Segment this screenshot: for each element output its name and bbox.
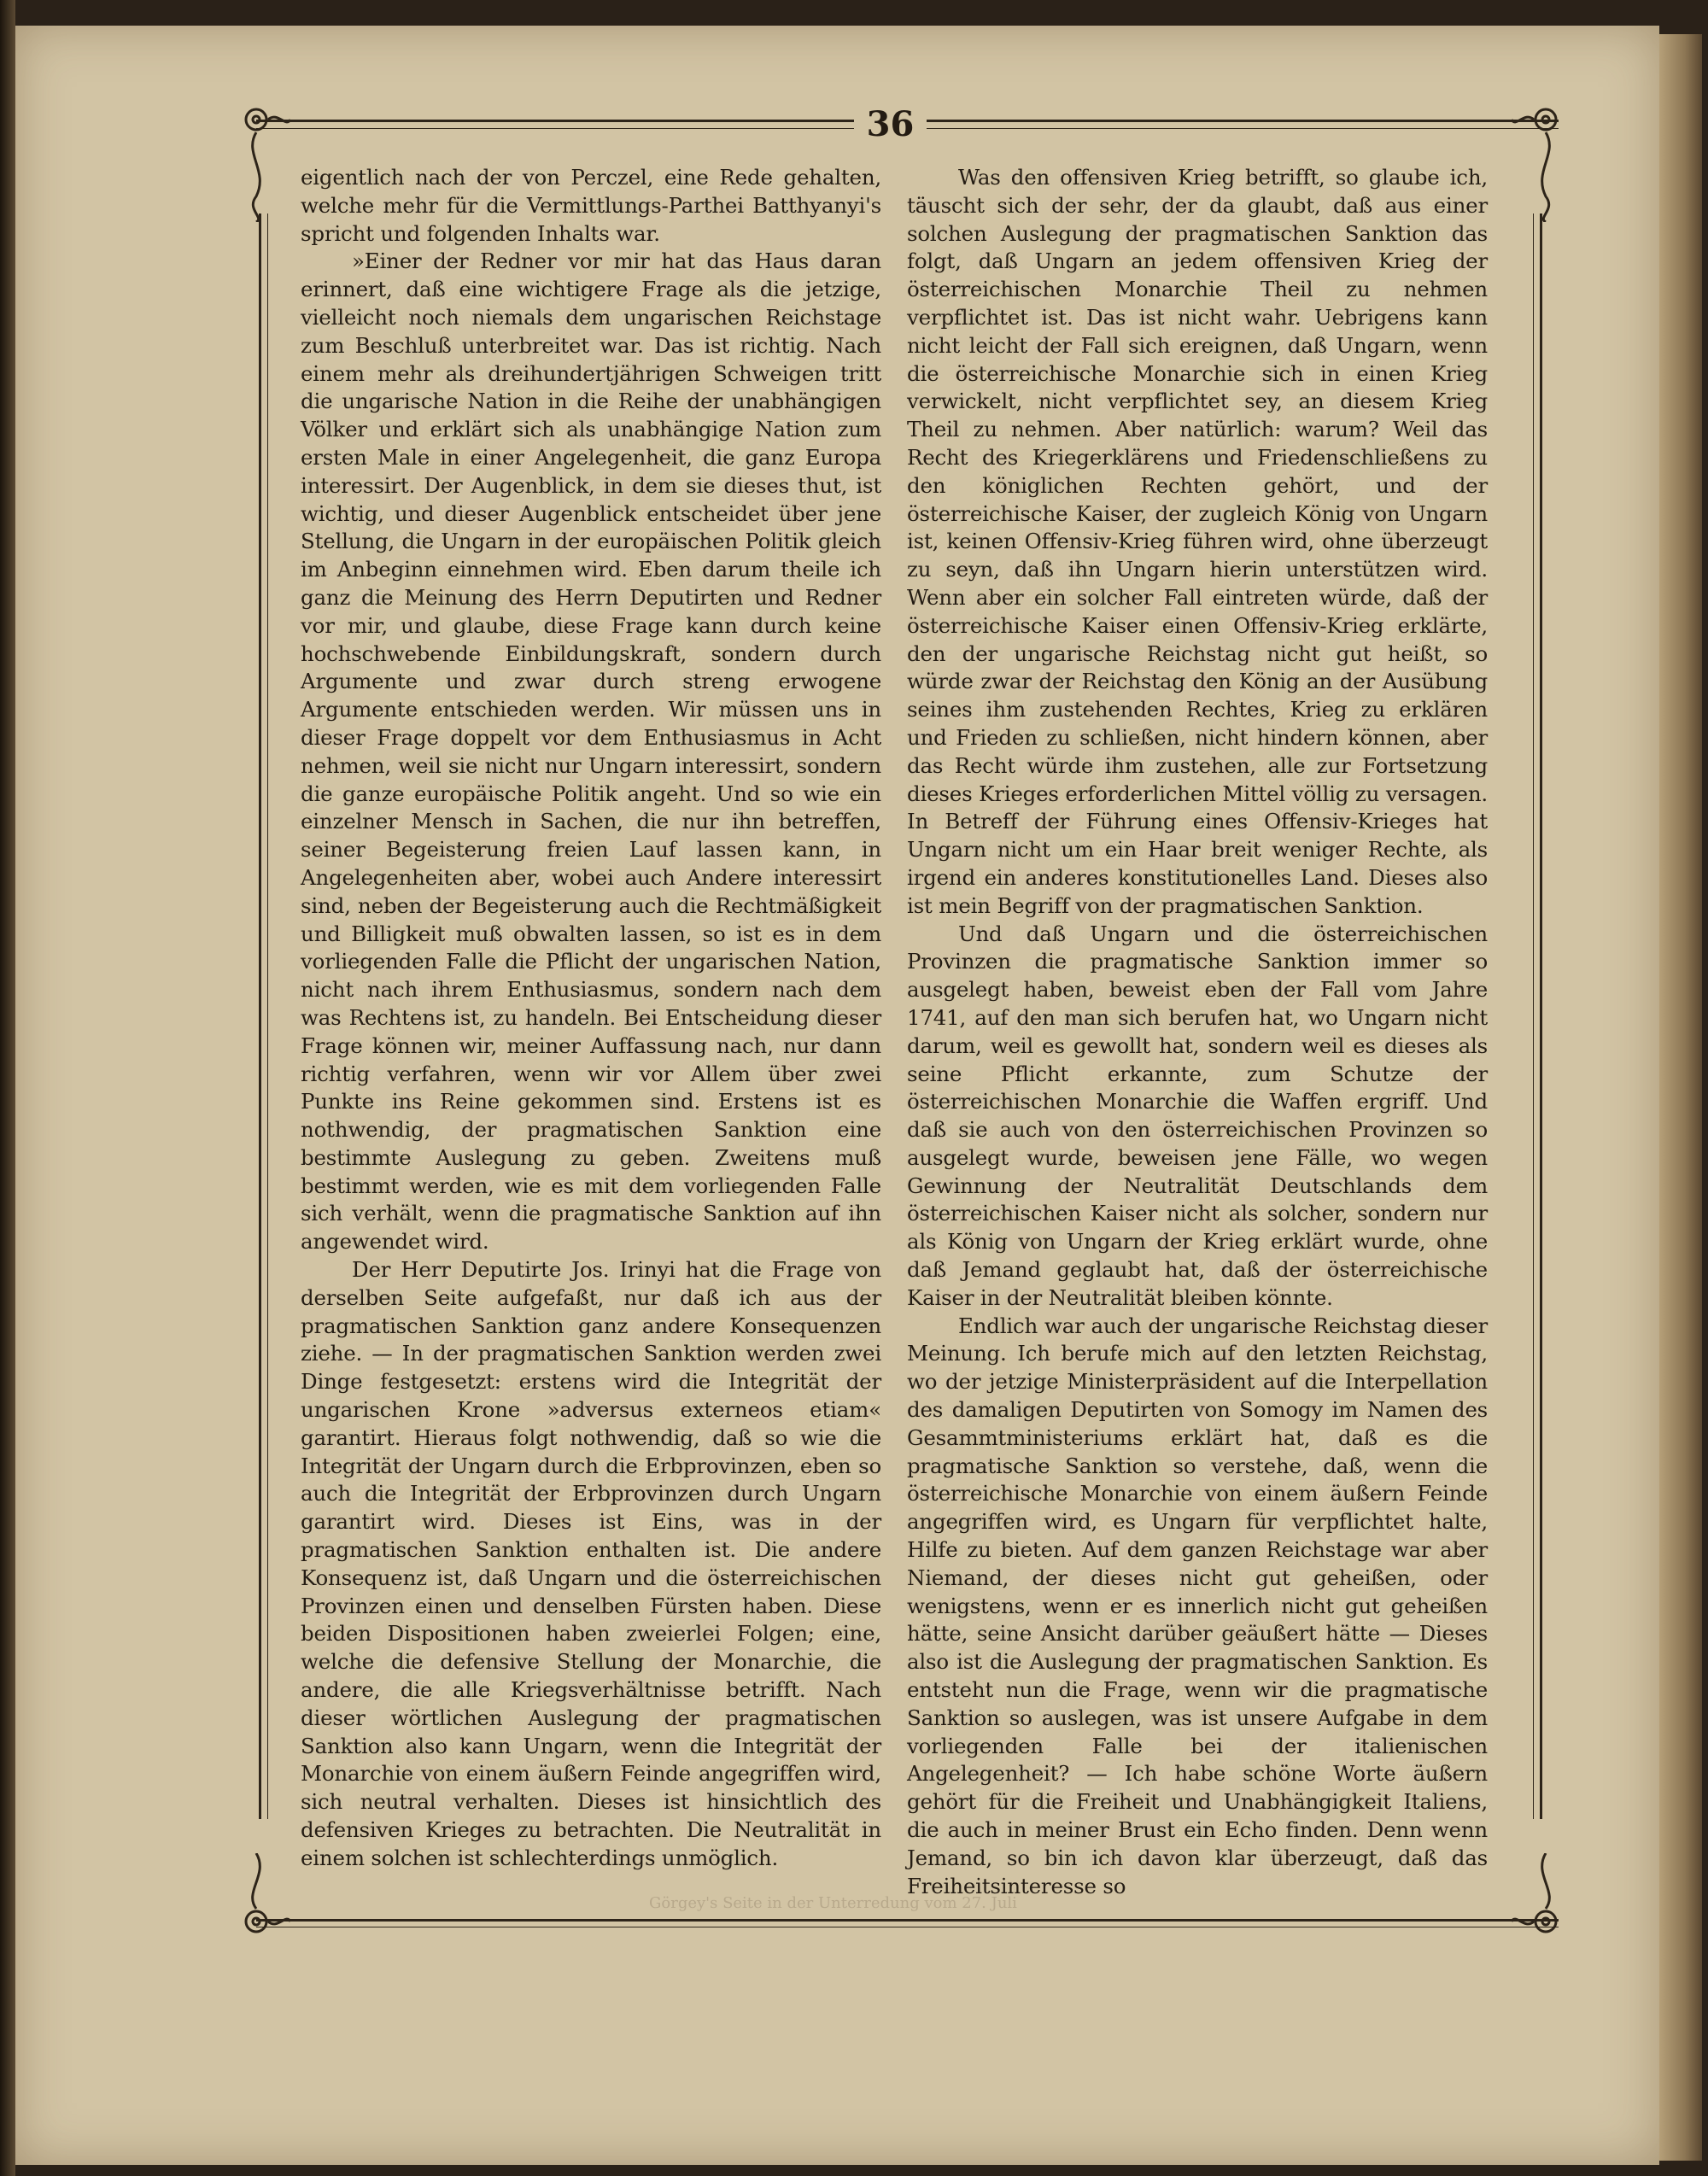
border-rule-top-left (256, 120, 854, 122)
corner-ornament-icon (1512, 102, 1563, 222)
bleed-through-text: Görgey's Seite in der Unterredung vom 27. Juli (649, 1894, 1017, 1912)
border-rule-bottom (256, 1919, 1559, 1922)
corner-ornament-icon (239, 102, 290, 222)
border-rule-right (1540, 214, 1542, 1819)
text-column-left (301, 164, 881, 1873)
border-rule-top-right (927, 120, 1559, 122)
paragraph: Endlich war auch der ungarische Reichstag dieser Meinung. Ich berufe mich auf den letzten Reichstag, wo der jetzige Ministerpräsident auf die Interpellation des damaligen Deputirten von Somogy im Namen des Gesammtministeriums erklärt hat, daß es die pragmatische Sanktion so verstehe, daß, wenn die österreichische Monarchie von einem äußern Feinde angegriffen wird, es Ungarn für verpflichtet halte, Hilfe zu bieten. Auf dem ganzen Reichstage war aber Niemand, der dieses nicht gut geheißen, oder wenigstens, wenn er es innerlich nicht gut geheißen hätte, seine Ansicht darüber geäußert hätte — Dieses also ist die Auslegung der pragmatischen Sanktion. Es entsteht nun die Frage, wenn wir die pragmatische Sanktion so auslegen, was ist unsere Aufgabe in dem vorliegenden Falle bei der italienischen Angelegenheit? — Ich habe schöne Worte äußern gehört für die Freiheit und Unabhängigkeit Italiens, die auch in meiner Brust ein Echo finden. Denn wenn Jemand, so bin ich davon klar überzeugt, daß das Freiheitsinteresse so (907, 1313, 1488, 1898)
corner-ornament-icon (1512, 1853, 1563, 1939)
border-rule-left-thin (267, 214, 268, 1819)
page-number: 36 (866, 104, 915, 144)
border-rule-top-right-thin (927, 128, 1559, 129)
page-stack-edge (1659, 34, 1702, 2161)
paragraph: Der Herr Deputirte Jos. Irinyi hat die Frage von derselben Seite aufgefaßt, nur daß ich aus der pragmatischen Sanktion ganz andere Konsequenzen ziehe. — In der pragmatischen Sanktion werden zwei Dinge festgesetzt: erstens wird die Integrität der ungarischen Krone »adversus externeos etiam« garantirt. Hieraus folgt nothwendig, daß so wie die Integrität der Ungarn durch die Erbprovinzen, eben so auch die Integrität der Erbprovinzen durch Ungarn garantirt wird. Dieses ist Eins, was in der pragmatischen Sanktion enthalten ist. Die andere Konsequenz ist, daß Ungarn und die österreichischen Provinzen einen und denselben Fürsten haben. Diese beiden Dispositionen haben zweierlei Folgen; eine, welche die defensive Stellung der Monarchie, die andere, die alle Kriegsverhältnisse betrifft. Nach dieser wörtlichen Auslegung der pragmatischen Sanktion also kann Ungarn, wenn die Integrität der Monarchie von einem äußern Feinde angegriffen wird, sich neutral verhalten. Dieses ist hinsichtlich des defensiven Krieges zu betrachten. Die Neutralität in einem solchen ist schlechterdings unmöglich. (301, 1257, 881, 1870)
text-column-right (907, 164, 1488, 1900)
border-rule-left (259, 214, 261, 1819)
paragraph: »Einer der Redner vor mir hat das Haus daran erinnert, daß eine wichtigere Frage als die jetzige, vielleicht noch niemals dem ungarischen Reichstage zum Beschluß unterbreitet war. Das ist richtig. Nach einem mehr als dreihundertjährigen Schweigen tritt die ungarische Nation in die Reihe der unabhängigen Völker und erklärt sich als unabhängige Nation zum ersten Male in einer Angelegenheit, die ganz Europa interessirt. Der Augenblick, in dem sie dieses thut, ist wichtig, und dieser Augenblick entscheidet über jene Stellung, die Ungarn in der europäischen Politik gleich im Anbeginn einnehmen wird. Eben darum theile ich ganz die Meinung des Herrn Deputirten und Redner vor mir, und glaube, diese Frage kann durch keine hochschwebende Einbildungskraft, sondern durch Argumente und zwar durch streng erwogene Argumente entschieden werden. Wir müssen uns in dieser Frage doppelt vor dem Enthusiasmus in Acht nehmen, weil sie nicht nur Ungarn interessirt, sondern die ganze europäische Politik angeht. Und so wie ein einzelner Mensch in Sachen, die nur ihn betreffen, seiner Begeisterung freien Lauf lassen kann, in Angelegenheiten aber, wobei auch Andere interessirt sind, neben der Begeisterung auch die Rechtmäßigkeit und Billigkeit muß obwalten lassen, so ist es in dem vorliegenden Falle die Pflicht der ungarischen Nation, nicht nach ihrem Enthusiasmus, sondern nach dem was Rechtens ist, zu handeln. Bei Entscheidung dieser Frage können wir, meiner Auffassung nach, nur dann richtig verfahren, wenn wir vor Allem über zwei Punkte ins Reine gekommen sind. Erstens ist es nothwendig, der pragmatischen Sanktion eine bestimmte Auslegung zu geben. Zweitens muß bestimmt werden, wie es mit dem vorliegenden Falle sich verhält, wenn die pragmatische Sanktion auf ihn angewendet wird. (301, 249, 881, 1255)
border-rule-top-left-thin (256, 128, 854, 129)
paragraph: eigentlich nach der von Perczel, eine Rede gehalten, welche mehr für die Vermittlungs-Parthei Batthyanyi's spricht und folgenden Inhalts war. (301, 165, 881, 246)
paragraph: Und daß Ungarn und die österreichischen Provinzen die pragmatische Sanktion immer so ausgelegt haben, beweist eben der Fall vom Jahre 1741, auf den man sich berufen hat, wo Ungarn nicht darum, weil es gewollt hat, sondern weil es dieses als seine Pflicht erkannte, zum Schutze der österreichischen Monarchie die Waffen ergriff. Und daß sie auch von den österreichischen Provinzen so ausgelegt wurde, beweisen jene Fälle, wo wegen Gewinnung der Neutralität Deutschlands dem österreichischen Kaiser nicht als solcher, sondern nur als König von Ungarn der Krieg erklärt wurde, ohne daß Jemand geglaubt hat, daß der österreichische Kaiser in der Neutralität bleiben könnte. (907, 921, 1488, 1310)
corner-ornament-icon (239, 1853, 290, 1939)
paragraph: Was den offensiven Krieg betrifft, so glaube ich, täuscht sich der sehr, der da glaubt, daß aus einer solchen Auslegung der pragmatischen Sanktion das folgt, daß Ungarn an jedem offensiven Krieg der österreichischen Monarchie Theil zu nehmen verpflichtet ist. Das ist nicht wahr. Uebrigens kann nicht leicht der Fall sich ereignen, daß Ungarn, wenn die österreichische Monarchie sich in einen Krieg verwickelt, nicht verpflichtet sey, an diesem Krieg Theil zu nehmen. Aber natürlich: warum? Weil das Recht des Kriegerklärens und Friedenschließens zu den königlichen Rechten gehört, und der österreichische Kaiser, der zugleich König von Ungarn ist, keinen Offensiv-Krieg führen wird, ohne überzeugt zu seyn, daß ihn Ungarn hierin unterstützen wird. Wenn aber ein solcher Fall eintreten würde, daß der österreichische Kaiser einen Offensiv-Krieg erklärte, den der ungarische Reichstag nicht gut heißt, so würde zwar der Reichstag den König an der Ausübung seines ihm zustehenden Rechtes, Krieg zu erklären und Frieden zu schließen, nicht hindern können, aber das Recht würde ihm zustehen, alle zur Fortsetzung dieses Krieges erforderlichen Mittel völlig zu versagen. In Betreff der Führung eines Offensiv-Krieges hat Ungarn nicht um ein Haar breit weniger Rechte, als irgend ein anderes konstitutionelles Land. Dieses also ist mein Begriff von der pragmatischen Sanktion. (907, 165, 1488, 918)
border-rule-right-thin (1533, 214, 1534, 1819)
scan-left-edge (0, 0, 15, 2176)
